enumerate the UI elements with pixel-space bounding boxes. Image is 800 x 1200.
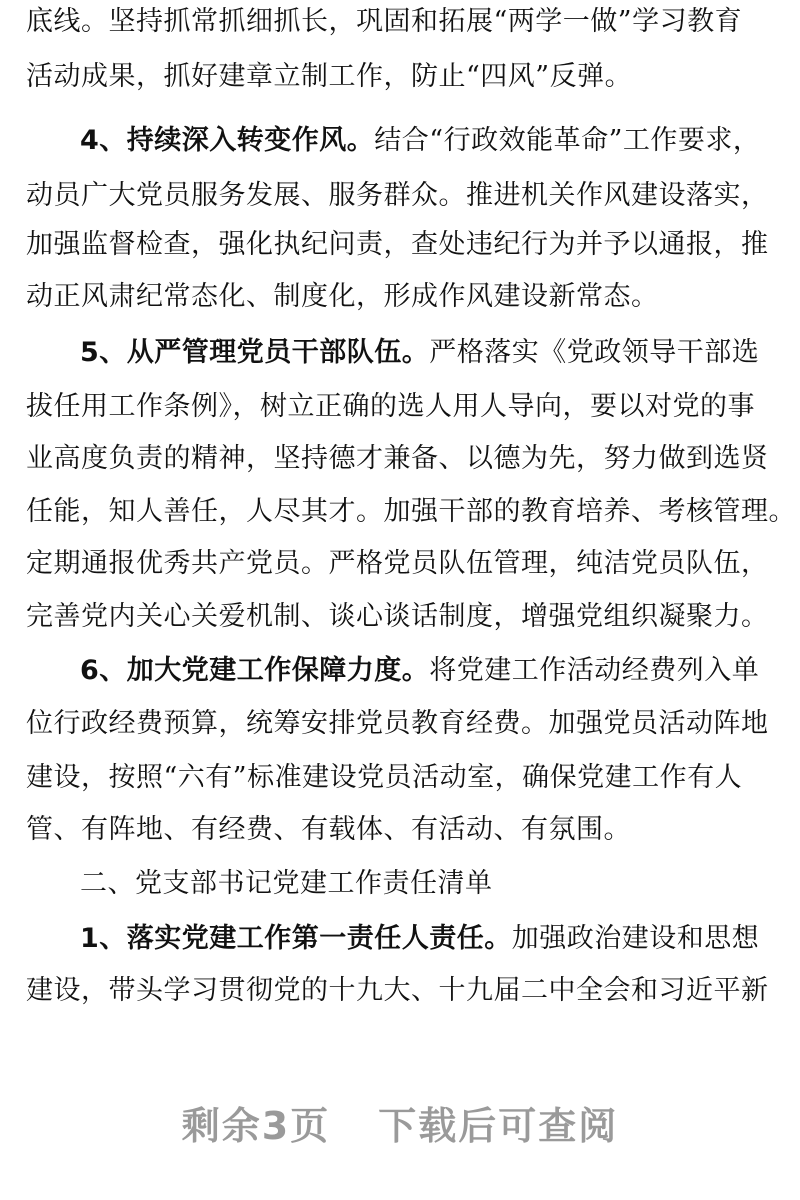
line-text: 任能，知人善任，人尽其才。加强干部的教育培养、考核管理。 xyxy=(26,496,796,527)
line-text: 严格落实《党政领导干部选 xyxy=(429,337,760,368)
section-5-heading: 5、从严管理党员干部队伍。 xyxy=(80,337,430,368)
line-text: 完善党内关心关爱机制、谈心谈话制度，增强党组织凝聚力。 xyxy=(26,601,769,632)
body-line xyxy=(26,706,769,742)
line-text: 建设，带头学习贯彻党的十九大、十九届二中全会和习近平新 xyxy=(26,975,769,1006)
line-text: 业高度负责的精神，坚持德才兼备、以德为先，努力做到选贤 xyxy=(26,443,769,474)
body-line xyxy=(26,227,769,263)
body-line xyxy=(26,59,632,95)
line-text: 结合“行政效能革命”工作要求， xyxy=(374,125,761,156)
line-text: 动员广大党员服务发展、服务群众。推进机关作风建设落实， xyxy=(26,180,769,211)
line-text: 定期通报优秀共产党员。严格党员队伍管理，纯洁党员队伍， xyxy=(26,548,769,579)
section-two-heading xyxy=(80,866,493,902)
body-line xyxy=(26,812,631,848)
line-text: 加强监督检查，强化执纪问责，查处违纪行为并予以通报，推 xyxy=(26,229,769,260)
line-text: 位行政经费预算，统筹安排党员教育经费。加强党员活动阵地 xyxy=(26,708,769,739)
section-6-line xyxy=(80,653,759,689)
body-line xyxy=(26,760,742,796)
download-label: 下载后可查阅 xyxy=(378,1104,619,1148)
remaining-pages-label: 剩余3页 xyxy=(181,1104,331,1148)
item-1-line xyxy=(80,921,759,957)
line-text: 加强政治建设和思想 xyxy=(511,923,760,954)
body-line xyxy=(26,599,769,635)
body-line xyxy=(26,178,769,214)
line-text: 建设，按照“六有”标准建设党员活动室，确保党建工作有人 xyxy=(26,762,743,793)
body-line xyxy=(26,4,742,40)
line-text: 将党建工作活动经费列入单 xyxy=(429,655,760,686)
body-line xyxy=(26,973,769,1009)
line-text: 动正风肃纪常态化、制度化，形成作风建设新常态。 xyxy=(26,281,659,312)
section-4-line xyxy=(80,123,760,159)
section-4-heading: 4、持续深入转变作风。 xyxy=(80,125,375,156)
line-text: 管、有阵地、有经费、有载体、有活动、有氛围。 xyxy=(26,814,631,845)
body-line xyxy=(26,389,755,425)
line-text: 底线。坚持抓常抓细抓长，巩固和拓展“两学一做”学习教育 xyxy=(26,6,743,37)
line-text: 二、党支部书记党建工作责任清单 xyxy=(80,868,493,899)
download-prompt[interactable] xyxy=(0,1095,800,1150)
body-line xyxy=(26,546,769,582)
line-text: 拔任用工作条例》，树立正确的选人用人导向，要以对党的事 xyxy=(26,391,755,422)
body-line xyxy=(26,441,769,477)
item-1-heading: 1、落实党建工作第一责任人责任。 xyxy=(80,923,512,954)
section-6-heading: 6、加大党建工作保障力度。 xyxy=(80,655,430,686)
section-5-line xyxy=(80,335,759,371)
line-text: 活动成果，抓好建章立制工作，防止“四风”反弹。 xyxy=(26,61,633,92)
body-line xyxy=(26,279,659,315)
body-line xyxy=(26,494,796,530)
